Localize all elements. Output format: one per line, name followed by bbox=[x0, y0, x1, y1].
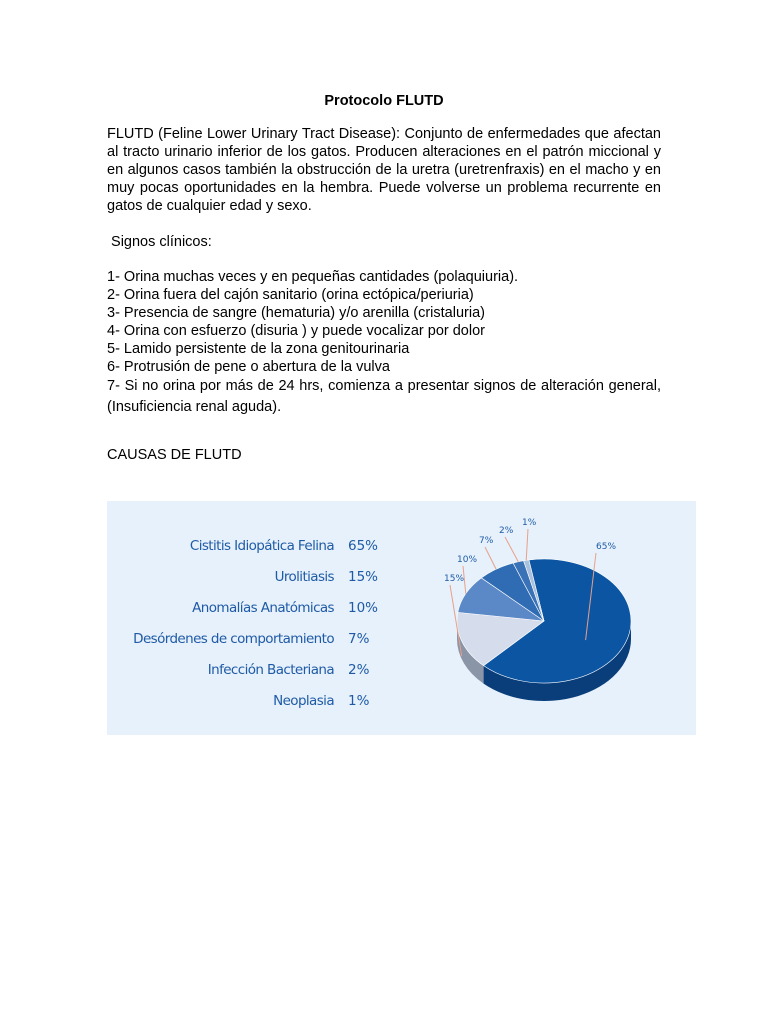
clinical-signs-heading: Signos clínicos: bbox=[107, 234, 212, 250]
intro-paragraph: FLUTD (Feline Lower Urinary Tract Disease): Conjunto de enfermedades que afectan al tracto urinario inferior de los gatos. Producen alteraciones en el patrón miccional y en algunos casos también la obstrucción de la uretra (uretrenfraxis) en el macho y en muy pocas oportunidades en la hembra. Puede volverse un problema recurrente en gatos de cualquier edad y sexo. bbox=[107, 126, 661, 214]
clinical-signs-list bbox=[107, 268, 661, 418]
pie-slice-label: 10% bbox=[457, 555, 478, 565]
sign-item: 7- Si no orina por más de 24 hrs, comienza a presentar signos de alteración general, (Insuficiencia renal aguda). bbox=[107, 378, 661, 415]
legend-label: Urolitiasis bbox=[274, 569, 334, 585]
legend-value: 7% bbox=[348, 631, 370, 647]
leader-line bbox=[526, 529, 528, 560]
legend-label: Neoplasia bbox=[273, 693, 334, 709]
sign-item: 1- Orina muchas veces y en pequeñas cantidades (polaquiuria). bbox=[107, 269, 519, 285]
legend-label: Cistitis Idiopática Felina bbox=[189, 538, 334, 554]
causes-heading: CAUSAS DE FLUTD bbox=[107, 447, 242, 463]
sign-item: 4- Orina con esfuerzo (disuria ) y puede vocalizar por dolor bbox=[107, 323, 485, 339]
causes-pie-chart bbox=[107, 501, 696, 735]
pie-slice-label: 7% bbox=[479, 536, 494, 546]
pie-slice-label: 1% bbox=[522, 518, 537, 528]
pie-slice-label: 2% bbox=[499, 526, 514, 536]
legend-value: 10% bbox=[348, 600, 379, 616]
legend-value: 15% bbox=[348, 569, 379, 585]
legend-label: Anomalías Anatómicas bbox=[192, 600, 334, 616]
leader-line bbox=[485, 547, 496, 569]
causes-figure bbox=[107, 501, 696, 735]
legend-value: 65% bbox=[348, 538, 379, 554]
pie-slice-label: 65% bbox=[596, 542, 617, 552]
document-title: Protocolo FLUTD bbox=[324, 93, 444, 109]
pie-slice-label: 15% bbox=[444, 574, 465, 584]
sign-item: 5- Lamido persistente de la zona genitourinaria bbox=[107, 341, 410, 357]
leader-line bbox=[505, 537, 518, 562]
legend-label: Infección Bacteriana bbox=[207, 662, 334, 678]
legend-label: Desórdenes de comportamiento bbox=[133, 631, 334, 647]
legend-value: 2% bbox=[348, 662, 370, 678]
sign-item: 6- Protrusión de pene o abertura de la vulva bbox=[107, 359, 390, 375]
sign-item: 2- Orina fuera del cajón sanitario (orina ectópica/periuria) bbox=[107, 287, 474, 303]
sign-item: 3- Presencia de sangre (hematuria) y/o arenilla (cristaluria) bbox=[107, 305, 485, 321]
legend-value: 1% bbox=[348, 693, 370, 709]
